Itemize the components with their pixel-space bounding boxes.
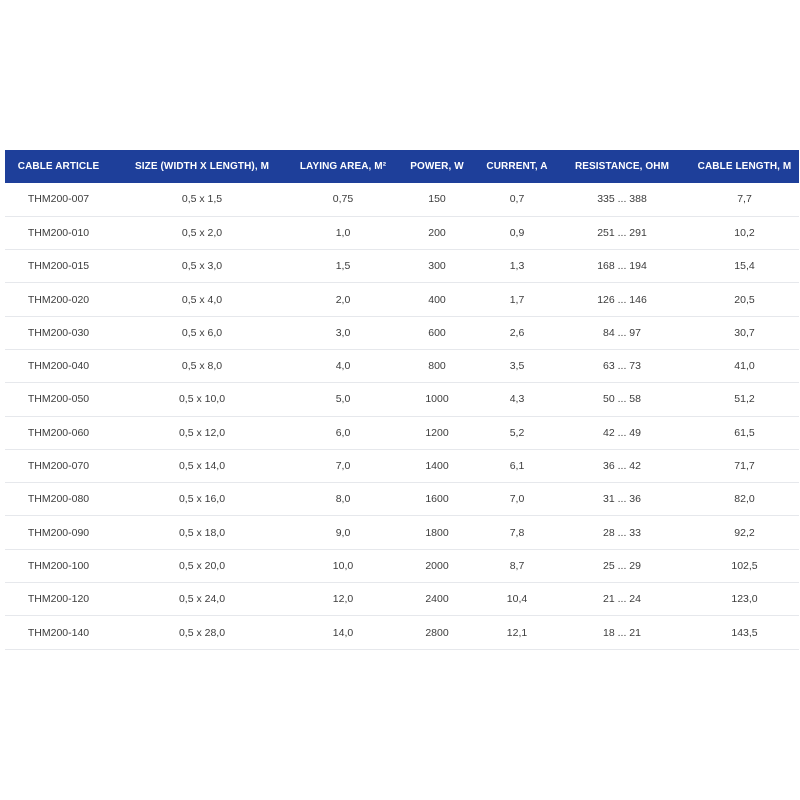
cell-current: 12,1	[506, 626, 528, 639]
table-body	[5, 183, 799, 649]
cell-power: 1600	[425, 493, 449, 506]
cell-resistance: 126 ... 146	[597, 293, 647, 306]
cell-resistance: 63 ... 73	[603, 360, 641, 373]
cell-cable-article: THM200-070	[27, 460, 90, 473]
cell-current: 1,7	[509, 293, 525, 306]
cell-cable-article: THM200-060	[27, 426, 90, 439]
cell-laying-area: 1,5	[335, 260, 351, 273]
cell-cable-article: THM200-010	[27, 226, 90, 239]
header-row	[5, 150, 799, 183]
header-current: CURRENT, A	[486, 161, 548, 172]
cell-power: 1000	[425, 393, 449, 406]
cell-resistance: 36 ... 42	[603, 460, 641, 473]
cell-size: 0,5 x 18,0	[178, 526, 226, 539]
cell-laying-area: 2,0	[335, 293, 351, 306]
cell-cable-article: THM200-140	[27, 626, 90, 639]
header-cable-length: CABLE LENGTH, M	[697, 161, 792, 172]
table-row	[5, 183, 799, 216]
cell-cable-length: 82,0	[734, 493, 755, 506]
cell-laying-area: 10,0	[332, 559, 354, 572]
cell-cable-length: 15,4	[734, 260, 755, 273]
cell-current: 7,0	[509, 493, 525, 506]
cell-cable-length: 92,2	[734, 526, 755, 539]
cell-power: 200	[428, 226, 446, 239]
cell-laying-area: 12,0	[332, 593, 354, 606]
cell-cable-article: THM200-020	[27, 293, 90, 306]
cell-power: 800	[428, 360, 446, 373]
header-laying-area: LAYING AREA, M²	[299, 161, 387, 172]
cell-power: 400	[428, 293, 446, 306]
cell-power: 2800	[425, 626, 449, 639]
cell-cable-article: THM200-050	[27, 393, 90, 406]
table-row	[5, 383, 799, 416]
cell-current: 7,8	[509, 526, 525, 539]
cell-laying-area: 7,0	[335, 460, 351, 473]
cell-size: 0,5 x 16,0	[178, 493, 226, 506]
cell-cable-length: 41,0	[734, 360, 755, 373]
header-resistance: RESISTANCE, OHM	[574, 161, 670, 172]
cell-size: 0,5 x 4,0	[181, 293, 223, 306]
cell-resistance: 25 ... 29	[603, 559, 641, 572]
header-power: POWER, W	[410, 161, 464, 172]
cell-size: 0,5 x 12,0	[178, 426, 226, 439]
header-size: SIZE (WIDTH X LENGTH), M	[134, 161, 270, 172]
cell-resistance: 251 ... 291	[597, 226, 647, 239]
cell-size: 0,5 x 3,0	[181, 260, 223, 273]
table-row	[5, 250, 799, 283]
cell-cable-article: THM200-090	[27, 526, 90, 539]
cell-cable-length: 10,2	[734, 226, 755, 239]
table-row	[5, 516, 799, 549]
cell-current: 0,9	[509, 226, 525, 239]
cell-laying-area: 4,0	[335, 360, 351, 373]
cell-current: 6,1	[509, 460, 525, 473]
cell-cable-length: 7,7	[737, 193, 752, 206]
cell-cable-article: THM200-080	[27, 493, 90, 506]
cell-cable-length: 30,7	[734, 326, 755, 339]
cell-cable-article: THM200-015	[27, 260, 90, 273]
table-row	[5, 416, 799, 449]
table-row	[5, 283, 799, 316]
cell-resistance: 84 ... 97	[603, 326, 641, 339]
cell-cable-length: 61,5	[734, 426, 755, 439]
cell-laying-area: 9,0	[335, 526, 351, 539]
table-row	[5, 349, 799, 382]
cell-size: 0,5 x 6,0	[181, 326, 223, 339]
cell-power: 600	[428, 326, 446, 339]
table-row	[5, 583, 799, 616]
specs-table-container	[5, 150, 799, 650]
cell-resistance: 335 ... 388	[597, 193, 647, 206]
cell-cable-length: 123,0	[731, 593, 758, 606]
cell-cable-article: THM200-100	[27, 559, 90, 572]
cell-power: 2400	[425, 593, 449, 606]
cell-resistance: 168 ... 194	[597, 260, 647, 273]
cell-laying-area: 3,0	[335, 326, 351, 339]
cell-current: 1,3	[509, 260, 525, 273]
cell-size: 0,5 x 24,0	[178, 593, 226, 606]
cell-current: 10,4	[506, 593, 528, 606]
cell-laying-area: 0,75	[332, 193, 354, 206]
cell-resistance: 50 ... 58	[603, 393, 641, 406]
cell-cable-length: 143,5	[731, 626, 758, 639]
cell-resistance: 28 ... 33	[603, 526, 641, 539]
cell-resistance: 18 ... 21	[603, 626, 641, 639]
cell-cable-article: THM200-120	[27, 593, 90, 606]
header-cable-article: CABLE ARTICLE	[17, 161, 100, 172]
table-row	[5, 616, 799, 649]
cell-power: 1800	[425, 526, 449, 539]
cell-power: 300	[428, 260, 446, 273]
cell-cable-article: THM200-040	[27, 360, 90, 373]
cell-cable-length: 20,5	[734, 293, 755, 306]
cell-power: 1200	[425, 426, 449, 439]
cell-power: 150	[428, 193, 446, 206]
cell-cable-length: 102,5	[731, 559, 758, 572]
cell-size: 0,5 x 28,0	[178, 626, 226, 639]
cell-size: 0,5 x 10,0	[178, 393, 226, 406]
cell-resistance: 31 ... 36	[603, 493, 641, 506]
cell-current: 4,3	[509, 393, 525, 406]
table-row	[5, 316, 799, 349]
cell-size: 0,5 x 2,0	[181, 226, 223, 239]
cell-current: 8,7	[509, 559, 525, 572]
cell-current: 0,7	[509, 193, 525, 206]
table-row	[5, 216, 799, 249]
cell-laying-area: 6,0	[335, 426, 351, 439]
cell-current: 3,5	[509, 360, 525, 373]
cell-current: 2,6	[509, 326, 525, 339]
table-header	[5, 150, 799, 183]
table-row	[5, 483, 799, 516]
cell-laying-area: 8,0	[335, 493, 351, 506]
cell-cable-length: 71,7	[734, 460, 755, 473]
cell-cable-article: THM200-007	[27, 193, 90, 206]
cell-size: 0,5 x 1,5	[181, 193, 223, 206]
cell-resistance: 42 ... 49	[603, 426, 641, 439]
cell-power: 2000	[425, 559, 449, 572]
cell-laying-area: 5,0	[335, 393, 351, 406]
cell-resistance: 21 ... 24	[603, 593, 641, 606]
cell-laying-area: 14,0	[332, 626, 354, 639]
cell-current: 5,2	[509, 426, 525, 439]
cell-size: 0,5 x 20,0	[178, 559, 226, 572]
cell-size: 0,5 x 8,0	[181, 360, 223, 373]
cable-specs-table	[5, 150, 799, 650]
cell-cable-length: 51,2	[734, 393, 755, 406]
table-row	[5, 449, 799, 482]
cell-laying-area: 1,0	[335, 226, 351, 239]
cell-size: 0,5 x 14,0	[178, 460, 226, 473]
cell-cable-article: THM200-030	[27, 326, 90, 339]
cell-power: 1400	[425, 460, 449, 473]
table-row	[5, 549, 799, 582]
